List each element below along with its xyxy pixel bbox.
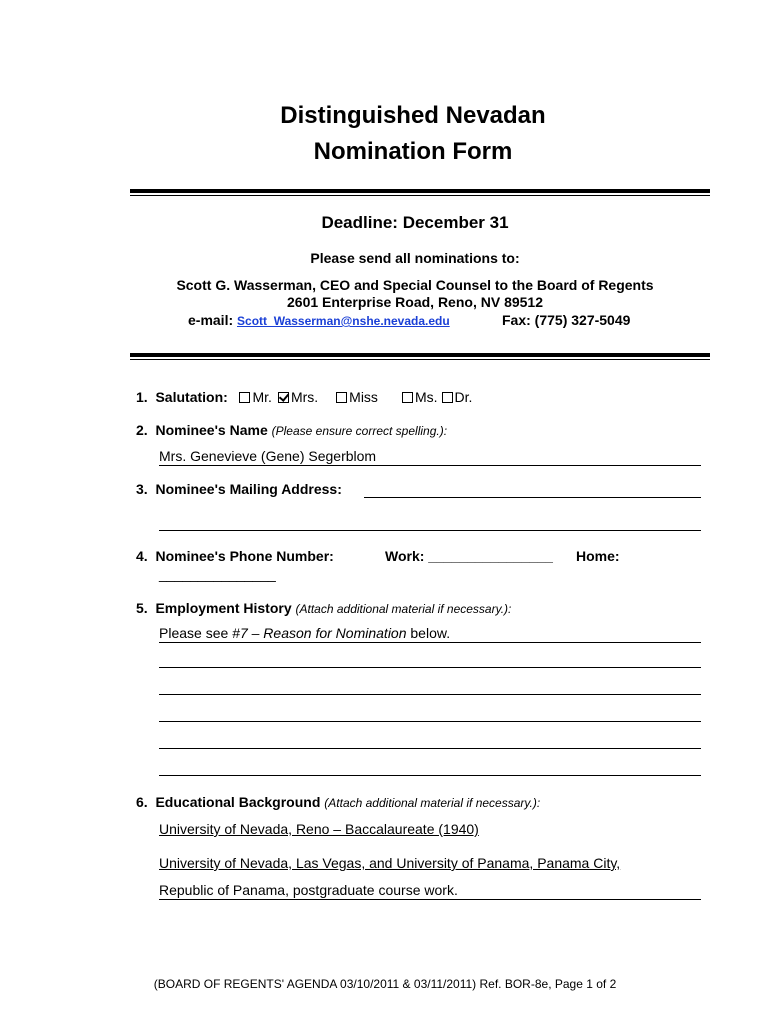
salutation-option-label: Mr.	[252, 389, 272, 405]
q3-number: 3.	[136, 481, 148, 497]
checkbox-icon[interactable]	[442, 392, 453, 403]
employment-prefix: Please see	[159, 625, 233, 641]
salutation-option-mrs[interactable]	[278, 389, 318, 405]
nominee-name-hint: (Please ensure correct spelling.):	[271, 424, 448, 438]
nominee-name-value: Mrs. Genevieve (Gene) Segerblom	[159, 448, 377, 464]
q5-number: 5.	[136, 600, 148, 616]
employment-field-6[interactable]	[159, 760, 701, 776]
education-line-2[interactable]: University of Nevada, Las Vegas, and University of Panama, Panama City,	[159, 855, 621, 871]
education-label: Educational Background	[155, 794, 321, 810]
salutation-option-mr[interactable]	[239, 389, 271, 405]
q1-number: 1.	[136, 389, 148, 405]
education-line-1[interactable]: University of Nevada, Reno – Baccalaureate (1940)	[159, 821, 479, 837]
mailing-address-label: Nominee's Mailing Address:	[155, 481, 342, 497]
send-to-label: Please send all nominations to:	[310, 250, 520, 266]
email-label: e-mail:	[188, 312, 234, 328]
employment-field-1[interactable]	[159, 625, 701, 643]
q2-number: 2.	[136, 422, 148, 438]
salutation-option-dr[interactable]	[442, 389, 473, 405]
deadline: Deadline: December 31	[321, 213, 509, 232]
nominee-name-label: Nominee's Name	[155, 422, 268, 438]
home-phone-label: Home:	[576, 548, 620, 564]
mailing-address-label-row	[136, 481, 342, 497]
salutation-option-miss[interactable]	[336, 389, 378, 405]
home-phone-field[interactable]: _______________	[159, 566, 276, 582]
phone-label-row	[136, 548, 334, 564]
salutation-option-label: Miss	[349, 389, 378, 405]
employment-hint: (Attach additional material if necessary.):	[295, 602, 512, 616]
mailing-address-field-2[interactable]	[159, 516, 701, 531]
checkbox-icon[interactable]	[239, 392, 250, 403]
mailing-address-field-1[interactable]	[364, 483, 701, 498]
education-hint: (Attach additional material if necessary.):	[324, 796, 541, 810]
education-label-row	[136, 794, 540, 810]
salutation-option-label: Mrs.	[290, 389, 319, 405]
phone-label: Nominee's Phone Number:	[155, 548, 334, 564]
contact-address: 2601 Enterprise Road, Reno, NV 89512	[287, 294, 543, 310]
employment-suffix: below.	[406, 625, 451, 641]
employment-reference: #7 – Reason for Nomination	[232, 625, 407, 641]
work-phone-field[interactable]: Work: ________________	[385, 548, 553, 564]
education-field-3[interactable]	[159, 882, 701, 900]
employment-field-4[interactable]	[159, 706, 701, 722]
q6-number: 6.	[136, 794, 148, 810]
salutation-option-label: Ms.	[414, 389, 438, 405]
employment-field-3[interactable]	[159, 679, 701, 695]
contact-name: Scott G. Wasserman, CEO and Special Counsel to the Board of Regents	[176, 277, 654, 293]
contact-fax: Fax: (775) 327-5049	[502, 312, 631, 328]
education-line-3: Republic of Panama, postgraduate course work.	[159, 882, 458, 898]
salutation-option-label: Dr.	[454, 389, 473, 405]
employment-label-row	[136, 600, 511, 616]
checkbox-icon[interactable]	[402, 392, 413, 403]
nominee-name-label-row	[136, 422, 447, 438]
employment-field-2[interactable]	[159, 652, 701, 668]
salutation-row	[136, 389, 472, 405]
employment-field-5[interactable]	[159, 733, 701, 749]
top-divider	[130, 189, 710, 196]
bottom-divider	[130, 353, 710, 360]
employment-label: Employment History	[155, 600, 292, 616]
contact-email-row	[188, 312, 450, 328]
salutation-label: Salutation:	[155, 389, 228, 405]
q4-number: 4.	[136, 548, 148, 564]
nominee-name-field[interactable]	[159, 448, 701, 466]
form-title-line1: Distinguished Nevadan	[280, 102, 546, 129]
salutation-options	[239, 389, 472, 405]
checkbox-icon[interactable]	[336, 392, 347, 403]
email-link[interactable]: Scott_Wasserman@nshe.nevada.edu	[237, 314, 450, 328]
checkbox-icon[interactable]	[278, 392, 289, 403]
page-footer: (BOARD OF REGENTS' AGENDA 03/10/2011 & 03/11/2011) Ref. BOR-8e, Page 1 of 2	[153, 977, 617, 991]
form-title-line2: Nomination Form	[313, 138, 513, 165]
salutation-option-ms[interactable]	[402, 389, 438, 405]
